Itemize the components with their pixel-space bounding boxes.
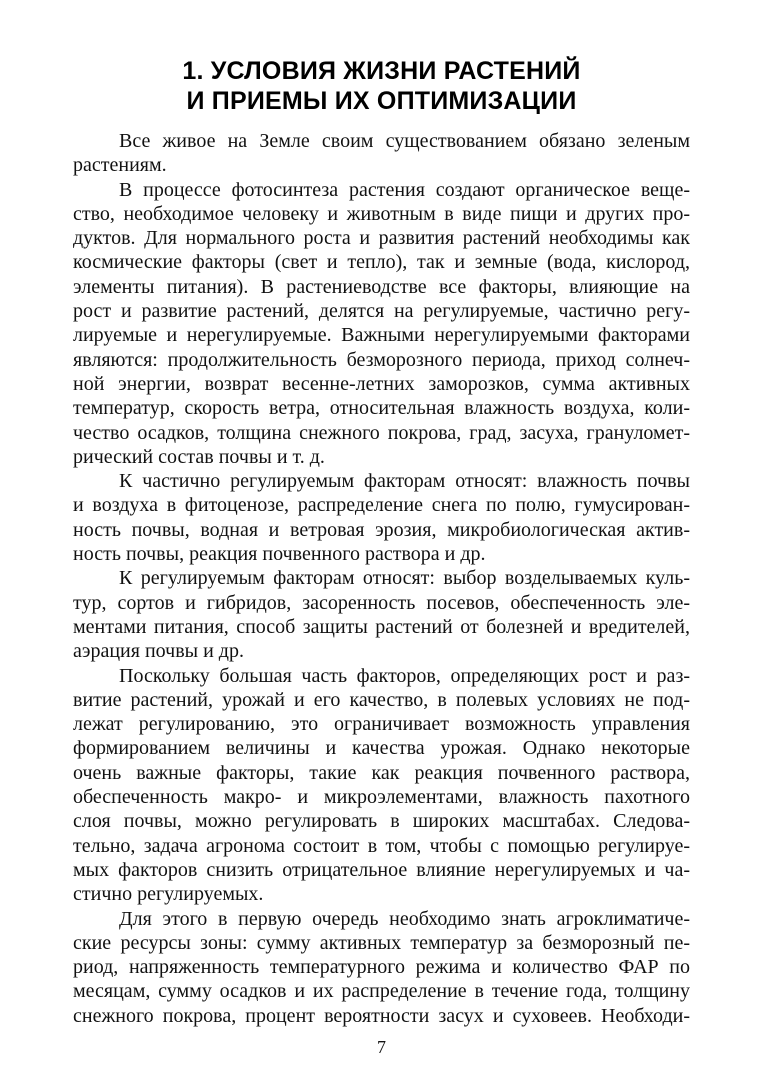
- text-line: аэрация почвы и др.: [73, 640, 244, 663]
- text-line: рический состав почвы и т. д.: [73, 445, 325, 468]
- chapter-title: [60, 56, 703, 116]
- text-line: Для этого в первую очередь необходимо знать агроклиматиче-: [119, 907, 690, 930]
- text-line: ские ресурсы зоны: сумму активных температур за безморозный пе-: [73, 931, 690, 954]
- text-line: ментами питания, способ защиты растений от болезней и вредителей,: [73, 615, 690, 638]
- text-line: Все живое на Земле своим существованием обязано зеленым: [119, 130, 690, 152]
- text-line: чество осадков, толщина снежного покрова, град, засуха, грануломет-: [73, 421, 690, 444]
- text-line: лируемые и нерегулируемые. Важными нерегулируемыми факторами: [73, 324, 690, 347]
- text-line: тельно, задача агронома состоит в том, чтобы с помощью регулируе-: [73, 834, 690, 857]
- text-line: лежат регулированию, это ограничивает возможность управления: [73, 713, 690, 736]
- text-line: стично регулируемых.: [73, 883, 264, 906]
- text-line: элементы питания). В растениеводстве все факторы, влияющие на: [73, 275, 690, 298]
- page-number: 7: [377, 1037, 386, 1057]
- text-line: формированием величины и качества урожая. Однако некоторые: [73, 737, 690, 760]
- text-line: риод, напряженность температурного режима и количество ФАР по: [73, 956, 690, 979]
- text-line: очень важные факторы, такие как реакция почвенного раствора,: [73, 761, 690, 784]
- text-line: и воздуха в фитоценозе, распределение снега по полю, гумусирован-: [73, 494, 690, 517]
- text-line: космические факторы (свет и тепло), так и земные (вода, кислород,: [73, 251, 690, 274]
- text-line: растениям.: [73, 154, 167, 177]
- text-line: К частично регулируемым факторам относят: влажность почвы: [119, 470, 690, 493]
- text-line: мых факторов снизить отрицательное влияние нерегулируемых и ча-: [73, 858, 690, 881]
- text-line: К регулируемым факторам относят: выбор возделываемых куль-: [119, 567, 690, 590]
- text-line: месяцам, сумму осадков и их распределение в течение года, толщину: [73, 980, 690, 1003]
- text-line: Поскольку большая часть факторов, определяющих рост и раз-: [119, 664, 690, 687]
- text-line: рост и развитие растений, делятся на регулируемые, частично регу-: [73, 300, 690, 323]
- text-line: обеспеченность макро- и микроэлементами, влажность пахотного: [73, 786, 690, 809]
- body-text: [73, 129, 690, 1028]
- text-line: витие растений, урожай и его качество, в полевых условиях не под-: [73, 688, 690, 711]
- text-line: ность почвы, водная и ветровая эрозия, микробиологическая актив-: [73, 518, 690, 541]
- text-line: снежного покрова, процент вероятности засух и суховеев. Необходи-: [73, 1004, 690, 1027]
- text-line: ной энергии, возврат весенне-летних заморозков, сумма активных: [73, 372, 690, 395]
- text-line: являются: продолжительность безморозного периода, приход солнеч-: [73, 348, 690, 371]
- text-line: дуктов. Для нормального роста и развития растений необходимы как: [73, 227, 690, 250]
- text-line: В процессе фотосинтеза растения создают органическое веще-: [119, 178, 690, 201]
- paragraph: [73, 469, 690, 566]
- text-line: слоя почвы, можно регулировать в широких масштабах. Следова-: [73, 810, 690, 833]
- chapter-title-line: 1. УСЛОВИЯ ЖИЗНИ РАСТЕНИЙ: [182, 57, 581, 85]
- paragraph: [73, 907, 690, 1028]
- paragraph: [73, 664, 690, 907]
- text-line: тур, сортов и гибридов, засоренность посевов, обеспеченность эле-: [73, 591, 690, 614]
- paragraph: [73, 566, 690, 663]
- text-line: ность почвы, реакция почвенного раствора и др.: [73, 543, 486, 566]
- chapter-title-line: И ПРИЕМЫ ИХ ОПТИМИЗАЦИИ: [186, 87, 577, 115]
- paragraph: [73, 178, 690, 470]
- text-line: температур, скорость ветра, относительная влажность воздуха, коли-: [73, 397, 690, 420]
- paragraph: [73, 129, 690, 178]
- text-line: ство, необходимое человеку и животным в виде пищи и других про-: [73, 202, 690, 225]
